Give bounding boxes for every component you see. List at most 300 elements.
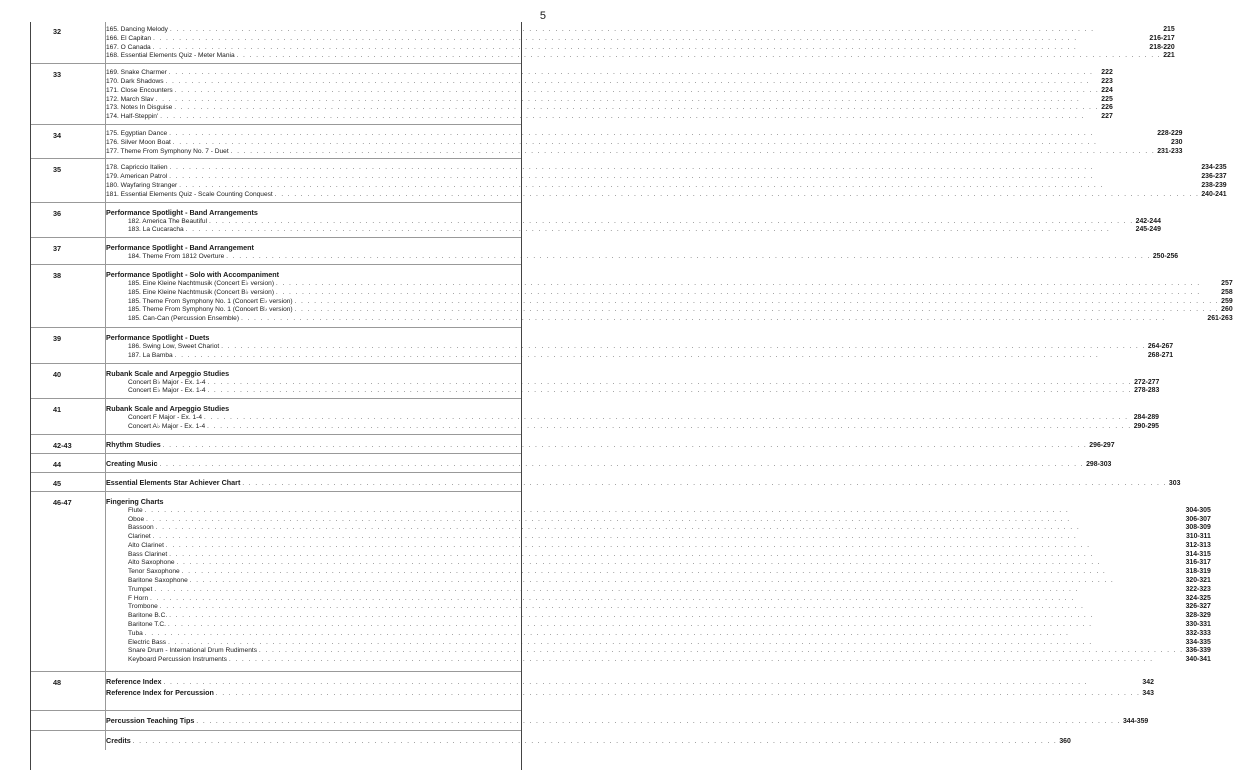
entry-pages: 303: [1168, 479, 1181, 487]
toc-entry[interactable]: [106, 533, 1211, 542]
dot-leader: [179, 182, 1199, 191]
toc-entry[interactable]: [106, 182, 1227, 191]
section-heading: Performance Spotlight - Solo with Accompaniment: [106, 269, 280, 279]
toc-entry[interactable]: [106, 104, 1113, 113]
column-divider: [105, 238, 106, 264]
entry-title: 170. Dark Shadows: [106, 77, 164, 85]
entry-title: Concert A♭ Major - Ex. 1-4: [128, 422, 206, 430]
entry-pages: 215: [1163, 26, 1175, 33]
entry-pages: 221: [1163, 52, 1175, 60]
entry-pages: 330-331: [1185, 621, 1211, 629]
entry-pages: 290-295: [1133, 422, 1159, 430]
dot-leader: [145, 507, 1184, 516]
entry-pages: 326-327: [1185, 603, 1211, 611]
toc-entry[interactable]: [106, 298, 1233, 307]
dot-leader: [204, 414, 1132, 423]
section-entries: [91, 270, 1247, 324]
lesson-page-number: 40: [53, 369, 62, 379]
entry-title: Clarinet: [128, 533, 151, 541]
entry-title: 180. Wayfaring Stranger: [106, 181, 178, 189]
entry-pages: 308-309: [1185, 524, 1211, 532]
lesson-page-number: 44: [53, 459, 62, 469]
toc-section: [31, 472, 1181, 491]
section-heading: Rubank Scale and Arpeggio Studies: [106, 404, 230, 414]
entry-title: Trumpet: [128, 585, 153, 593]
entry-title: 168. Essential Elements Quiz - Meter Mania: [106, 52, 235, 60]
toc-entry[interactable]: [106, 478, 1180, 489]
entry-title: Tenor Saxophone: [128, 568, 180, 576]
entry-title: 174. Half-Steppin': [106, 113, 159, 121]
toc-section: [31, 434, 1115, 453]
toc-entry[interactable]: [106, 639, 1211, 648]
section-entries: [91, 69, 1127, 122]
entry-pages: 236-237: [1201, 173, 1227, 181]
dot-leader: [153, 44, 1148, 53]
toc-entry[interactable]: [106, 379, 1159, 388]
column-divider: [105, 473, 106, 491]
toc-section: [31, 730, 1071, 750]
column-divider: [105, 125, 106, 158]
entry-pages: 230: [1171, 138, 1183, 146]
toc-entry[interactable]: [106, 647, 1211, 656]
entry-title: 172. March Slav: [106, 95, 154, 103]
entry-pages: 342: [1142, 679, 1154, 687]
toc-entry[interactable]: [106, 603, 1211, 612]
section-entries: [91, 459, 1125, 470]
lesson-page-number: 33: [53, 70, 62, 80]
toc-entry[interactable]: [106, 78, 1113, 87]
entry-pages: 332-333: [1185, 629, 1211, 637]
section-entries: [91, 716, 1162, 727]
dot-leader: [160, 603, 1184, 612]
toc-entry[interactable]: [106, 44, 1175, 53]
dot-leader: [231, 148, 1156, 157]
dot-leader: [221, 343, 1146, 352]
entry-pages: 322-323: [1185, 585, 1211, 593]
entry-pages: 296-297: [1089, 441, 1115, 449]
entry-pages: 298-303: [1086, 460, 1112, 468]
lesson-page-number: 42-43: [53, 440, 72, 450]
dot-leader: [242, 479, 1167, 489]
entry-title: 183. La Cucaracha: [128, 226, 184, 234]
toc-section: [31, 491, 1211, 671]
entry-pages: 340-341: [1185, 656, 1211, 664]
entry-title: 175. Egyptian Dance: [106, 129, 168, 137]
dot-leader: [166, 542, 1184, 551]
entry-pages: 264-267: [1147, 342, 1174, 350]
entry-pages: 227: [1101, 113, 1113, 121]
dot-leader: [169, 130, 1155, 139]
section-entries: [91, 208, 1175, 236]
toc-entry[interactable]: [106, 524, 1211, 533]
dot-leader: [170, 26, 1161, 35]
entry-pages: 318-319: [1185, 568, 1211, 576]
entry-pages: 324-325: [1185, 594, 1211, 602]
entry-pages: 312-313: [1185, 541, 1211, 549]
dot-leader: [259, 647, 1184, 656]
entry-title: 182. America The Beautiful: [128, 217, 208, 225]
column-divider: [105, 159, 106, 201]
entry-title: Tuba: [128, 629, 143, 637]
toc-entry[interactable]: [106, 423, 1159, 432]
entry-title: 179. American Patrol: [106, 173, 168, 181]
entry-title: 173. Notes In Disguise: [106, 104, 173, 112]
entry-pages: 334-335: [1185, 638, 1211, 646]
toc-entry[interactable]: [106, 343, 1173, 352]
dot-leader: [208, 379, 1133, 388]
toc-entry[interactable]: [106, 113, 1113, 122]
toc-entry[interactable]: [106, 191, 1227, 200]
dot-leader: [133, 737, 1058, 747]
toc-entry[interactable]: [106, 26, 1175, 35]
toc-entry[interactable]: [106, 387, 1159, 396]
toc-entry[interactable]: [106, 440, 1115, 451]
lesson-page-number: 39: [53, 333, 62, 343]
entry-pages: 328-329: [1185, 612, 1211, 620]
entry-title: 171. Close Encounters: [106, 86, 173, 94]
section-entries: [91, 478, 1194, 489]
toc-entry[interactable]: [106, 621, 1211, 630]
toc-entry[interactable]: [106, 551, 1211, 560]
entry-pages: 258: [1221, 288, 1233, 296]
toc-section: [31, 237, 1179, 264]
entry-pages: 225: [1101, 95, 1113, 103]
dot-leader: [153, 533, 1184, 542]
dot-leader: [163, 441, 1088, 451]
section-entries: [91, 164, 1241, 199]
lesson-page-number: 36: [53, 208, 62, 218]
entry-title: 177. Theme From Symphony No. 7 - Duet: [106, 147, 229, 155]
entry-title: Alto Saxophone: [128, 559, 175, 567]
section-entries: [91, 369, 1173, 397]
entry-title: 165. Dancing Melody: [106, 26, 168, 33]
toc-entry[interactable]: [106, 173, 1227, 182]
dot-leader: [175, 352, 1146, 361]
entry-title: Electric Bass: [128, 638, 167, 646]
entry-pages: 218-220: [1149, 43, 1175, 51]
column-divider: [105, 492, 106, 671]
section-entries: [91, 130, 1197, 156]
entry-title: Concert E♭ Major - Ex. 1-4: [128, 387, 206, 395]
column-divider: [105, 364, 106, 399]
entry-title: Baritone B.C.: [128, 612, 168, 620]
dot-leader: [150, 595, 1183, 604]
entry-pages: 314-315: [1185, 550, 1211, 558]
column-divider: [105, 265, 106, 327]
entry-title: Oboe: [128, 515, 145, 523]
dot-leader: [229, 656, 1184, 665]
entry-pages: 268-271: [1147, 351, 1174, 359]
dot-leader: [177, 559, 1184, 568]
toc-entry[interactable]: [106, 289, 1233, 298]
dot-leader: [169, 612, 1183, 621]
entry-title: 187. La Bamba: [128, 351, 173, 359]
toc-entry[interactable]: [106, 52, 1175, 61]
contents-frame: [30, 22, 1233, 770]
dot-leader: [216, 689, 1141, 699]
lesson-page-number: 48: [53, 678, 62, 688]
entry-title: Essential Elements Star Achiever Chart: [106, 477, 241, 487]
entry-title: Baritone T.C.: [128, 621, 166, 629]
entry-pages: 320-321: [1185, 577, 1211, 585]
toc-entry[interactable]: [106, 35, 1175, 44]
entry-pages: 261-263: [1207, 315, 1233, 323]
entry-pages: 228-229: [1157, 129, 1183, 137]
column-divider: [105, 731, 106, 750]
lesson-page-number: 38: [53, 270, 62, 280]
toc-entry[interactable]: [106, 148, 1183, 157]
entry-pages: 240-241: [1201, 190, 1227, 198]
dot-leader: [160, 460, 1085, 470]
dot-leader: [174, 104, 1099, 113]
dot-leader: [166, 78, 1100, 87]
dot-leader: [276, 289, 1219, 298]
dot-leader: [168, 639, 1183, 648]
dot-leader: [295, 298, 1220, 307]
entry-title: 185. Eine Kleine Nachtmusik (Concert B♭ version): [128, 288, 275, 296]
dot-leader: [196, 717, 1121, 727]
toc-entry[interactable]: [106, 736, 1071, 747]
toc-section: [31, 124, 1183, 158]
dot-leader: [226, 253, 1151, 262]
lesson-page-number: 41: [53, 405, 62, 415]
entry-title: 167. O Canada: [106, 43, 151, 51]
toc-entry[interactable]: [106, 656, 1211, 665]
toc-entry[interactable]: [106, 280, 1233, 289]
toc-entry[interactable]: [106, 218, 1161, 227]
entry-title: Alto Clarinet: [128, 541, 164, 549]
dot-leader: [182, 568, 1184, 577]
lesson-page-number: 34: [53, 130, 62, 140]
dot-leader: [209, 218, 1134, 227]
dot-leader: [145, 630, 1184, 639]
entry-title: Bass Clarinet: [128, 550, 168, 558]
entry-pages: 316-317: [1185, 559, 1211, 567]
column-divider: [105, 328, 106, 363]
dot-leader: [190, 577, 1184, 586]
toc-entry[interactable]: [106, 559, 1211, 568]
dot-leader: [169, 551, 1183, 560]
toc-section: [31, 264, 1233, 327]
toc-section: [31, 63, 1113, 124]
entry-pages: 223: [1101, 77, 1113, 85]
dot-leader: [168, 621, 1184, 630]
entry-title: 181. Essential Elements Quiz - Scale Counting Conquest: [106, 190, 273, 198]
toc-entry[interactable]: [106, 459, 1111, 470]
toc-section: [31, 453, 1112, 472]
section-heading: Fingering Charts: [106, 496, 164, 506]
section-entries: [91, 440, 1129, 451]
entry-title: 185. Theme From Symphony No. 1 (Concert E♭ version): [128, 297, 293, 305]
toc-section: [31, 671, 1154, 710]
entry-pages: 216-217: [1149, 34, 1175, 42]
dot-leader: [237, 52, 1162, 61]
toc-entry[interactable]: [106, 253, 1178, 262]
dot-leader: [295, 306, 1220, 315]
toc-entry[interactable]: [106, 516, 1211, 525]
toc-entry[interactable]: [106, 577, 1211, 586]
dot-leader: [169, 173, 1199, 182]
entry-pages: 238-239: [1201, 181, 1227, 189]
entry-title: 184. Theme From 1812 Overture: [128, 253, 225, 261]
section-entries: [91, 736, 1085, 747]
entry-pages: 336-339: [1185, 647, 1211, 655]
toc-entry[interactable]: [106, 352, 1173, 361]
dot-leader: [170, 164, 1200, 173]
toc-entry[interactable]: [106, 69, 1113, 78]
column-divider: [105, 672, 106, 710]
entry-pages: 250-256: [1152, 253, 1179, 261]
column-divider: [105, 22, 106, 63]
column-divider: [105, 454, 106, 472]
toc-entry[interactable]: [106, 306, 1233, 315]
section-heading: Performance Spotlight - Band Arrangements: [106, 207, 258, 217]
toc-entry[interactable]: [106, 542, 1211, 551]
lesson-page-number: 45: [53, 478, 62, 488]
entry-title: Concert F Major - Ex. 1-4: [128, 414, 203, 422]
dot-leader: [241, 315, 1205, 324]
toc-entry[interactable]: [106, 130, 1183, 139]
entry-title: Flute: [128, 506, 143, 514]
toc-entry[interactable]: [106, 716, 1148, 727]
entry-pages: 234-235: [1201, 164, 1227, 172]
section-entries: [91, 404, 1173, 432]
toc-entry[interactable]: [106, 612, 1211, 621]
section-entries: [91, 26, 1189, 61]
entry-pages: 259: [1221, 297, 1233, 305]
entry-pages: 257: [1221, 279, 1233, 287]
toc-section: [31, 327, 1174, 363]
toc-entry[interactable]: [106, 315, 1233, 324]
entry-title: 186. Swing Low, Sweet Chariot: [128, 342, 220, 350]
toc-entry[interactable]: [106, 164, 1227, 173]
dot-leader: [154, 586, 1183, 595]
entry-pages: 245-249: [1135, 226, 1161, 234]
dot-leader: [207, 423, 1132, 432]
toc-entry[interactable]: [106, 414, 1159, 423]
lesson-page-number: [31, 736, 91, 747]
column-divider: [105, 64, 106, 124]
column-divider: [105, 203, 106, 238]
dot-leader: [153, 35, 1147, 44]
entry-title: 185. Eine Kleine Nachtmusik (Concert E♭ version): [128, 279, 275, 287]
entry-title: 185. Theme From Symphony No. 1 (Concert B♭ version): [128, 306, 293, 314]
entry-pages: 278-283: [1134, 387, 1160, 395]
contents-table: [31, 22, 1233, 750]
dot-leader: [276, 280, 1219, 289]
toc-entry[interactable]: [106, 677, 1154, 688]
entry-title: Reference Index: [106, 677, 162, 687]
column-divider: [105, 399, 106, 434]
dot-leader: [275, 191, 1200, 200]
column-divider: [105, 711, 106, 730]
entry-pages: 226: [1101, 104, 1113, 112]
toc-entry[interactable]: [106, 96, 1113, 105]
entry-title: Percussion Teaching Tips: [106, 716, 195, 726]
toc-section: [31, 202, 1161, 238]
toc-entry[interactable]: [106, 507, 1211, 516]
entry-pages: 260: [1221, 306, 1233, 314]
toc-entry[interactable]: [106, 139, 1183, 148]
entry-pages: 284-289: [1133, 414, 1159, 422]
dot-leader: [208, 387, 1133, 396]
entry-pages: 360: [1059, 738, 1071, 746]
entry-pages: 224: [1101, 86, 1113, 94]
entry-pages: 304-305: [1185, 506, 1211, 514]
toc-entry[interactable]: [106, 87, 1113, 96]
entry-pages: 222: [1101, 69, 1113, 77]
section-entries: [91, 497, 1225, 665]
section-heading: Rubank Scale and Arpeggio Studies: [106, 368, 230, 378]
toc-section: [31, 398, 1159, 434]
entry-pages: 310-311: [1185, 533, 1211, 541]
section-heading: Performance Spotlight - Band Arrangement: [106, 243, 254, 253]
entry-title: F Horn: [128, 594, 149, 602]
section-entries: [91, 243, 1192, 262]
entry-title: Reference Index for Percussion: [106, 688, 214, 698]
toc-entry[interactable]: [106, 688, 1154, 699]
entry-pages: 344-359: [1122, 718, 1149, 726]
toc-entry[interactable]: [106, 630, 1211, 639]
entry-title: Snare Drum - International Drum Rudiments: [128, 647, 257, 655]
dot-leader: [156, 524, 1184, 533]
dot-leader: [186, 226, 1134, 235]
entry-title: Trombone: [128, 603, 158, 611]
toc-entry[interactable]: [106, 595, 1211, 604]
lesson-page-number: 37: [53, 244, 62, 254]
toc-entry[interactable]: [106, 226, 1161, 235]
entry-title: Credits: [106, 736, 131, 746]
dot-leader: [175, 87, 1100, 96]
entry-title: 169. Snake Charmer: [106, 69, 167, 77]
entry-title: 178. Capriccio Italien: [106, 164, 168, 172]
page-number: 5: [539, 10, 546, 22]
dot-leader: [156, 96, 1100, 105]
dot-leader: [173, 139, 1169, 148]
lesson-page-number: [31, 716, 91, 727]
entry-pages: 306-307: [1185, 515, 1211, 523]
toc-section: [31, 363, 1160, 399]
section-entries: [91, 677, 1168, 699]
entry-title: Rhythm Studies: [106, 439, 161, 449]
entry-pages: 242-244: [1135, 217, 1161, 225]
toc-section: [31, 22, 1175, 63]
entry-title: Keyboard Percussion Instruments: [128, 656, 227, 664]
toc-entry[interactable]: [106, 586, 1211, 595]
section-entries: [91, 333, 1187, 361]
dot-leader: [160, 113, 1099, 122]
entry-title: Baritone Saxophone: [128, 577, 188, 585]
entry-title: 166. El Capitan: [106, 34, 152, 42]
lesson-page-number: 35: [53, 165, 62, 175]
entry-pages: 272-277: [1134, 378, 1160, 386]
entry-title: 176. Silver Moon Boat: [106, 138, 171, 146]
entry-pages: 343: [1142, 690, 1154, 698]
entry-title: 185. Can-Can (Percussion Ensemble): [128, 315, 240, 323]
entry-pages: 231-233: [1157, 147, 1183, 155]
toc-section: [31, 710, 1149, 730]
dot-leader: [164, 678, 1141, 688]
dot-leader: [169, 69, 1099, 78]
dot-leader: [146, 516, 1183, 525]
entry-title: Concert B♭ Major - Ex. 1-4: [128, 378, 206, 386]
lesson-page-number: 46-47: [53, 497, 72, 507]
entry-title: Bassoon: [128, 524, 154, 532]
toc-section: [31, 158, 1227, 201]
lesson-page-number: 32: [53, 27, 62, 36]
entry-title: Creating Music: [106, 458, 158, 468]
toc-entry[interactable]: [106, 568, 1211, 577]
